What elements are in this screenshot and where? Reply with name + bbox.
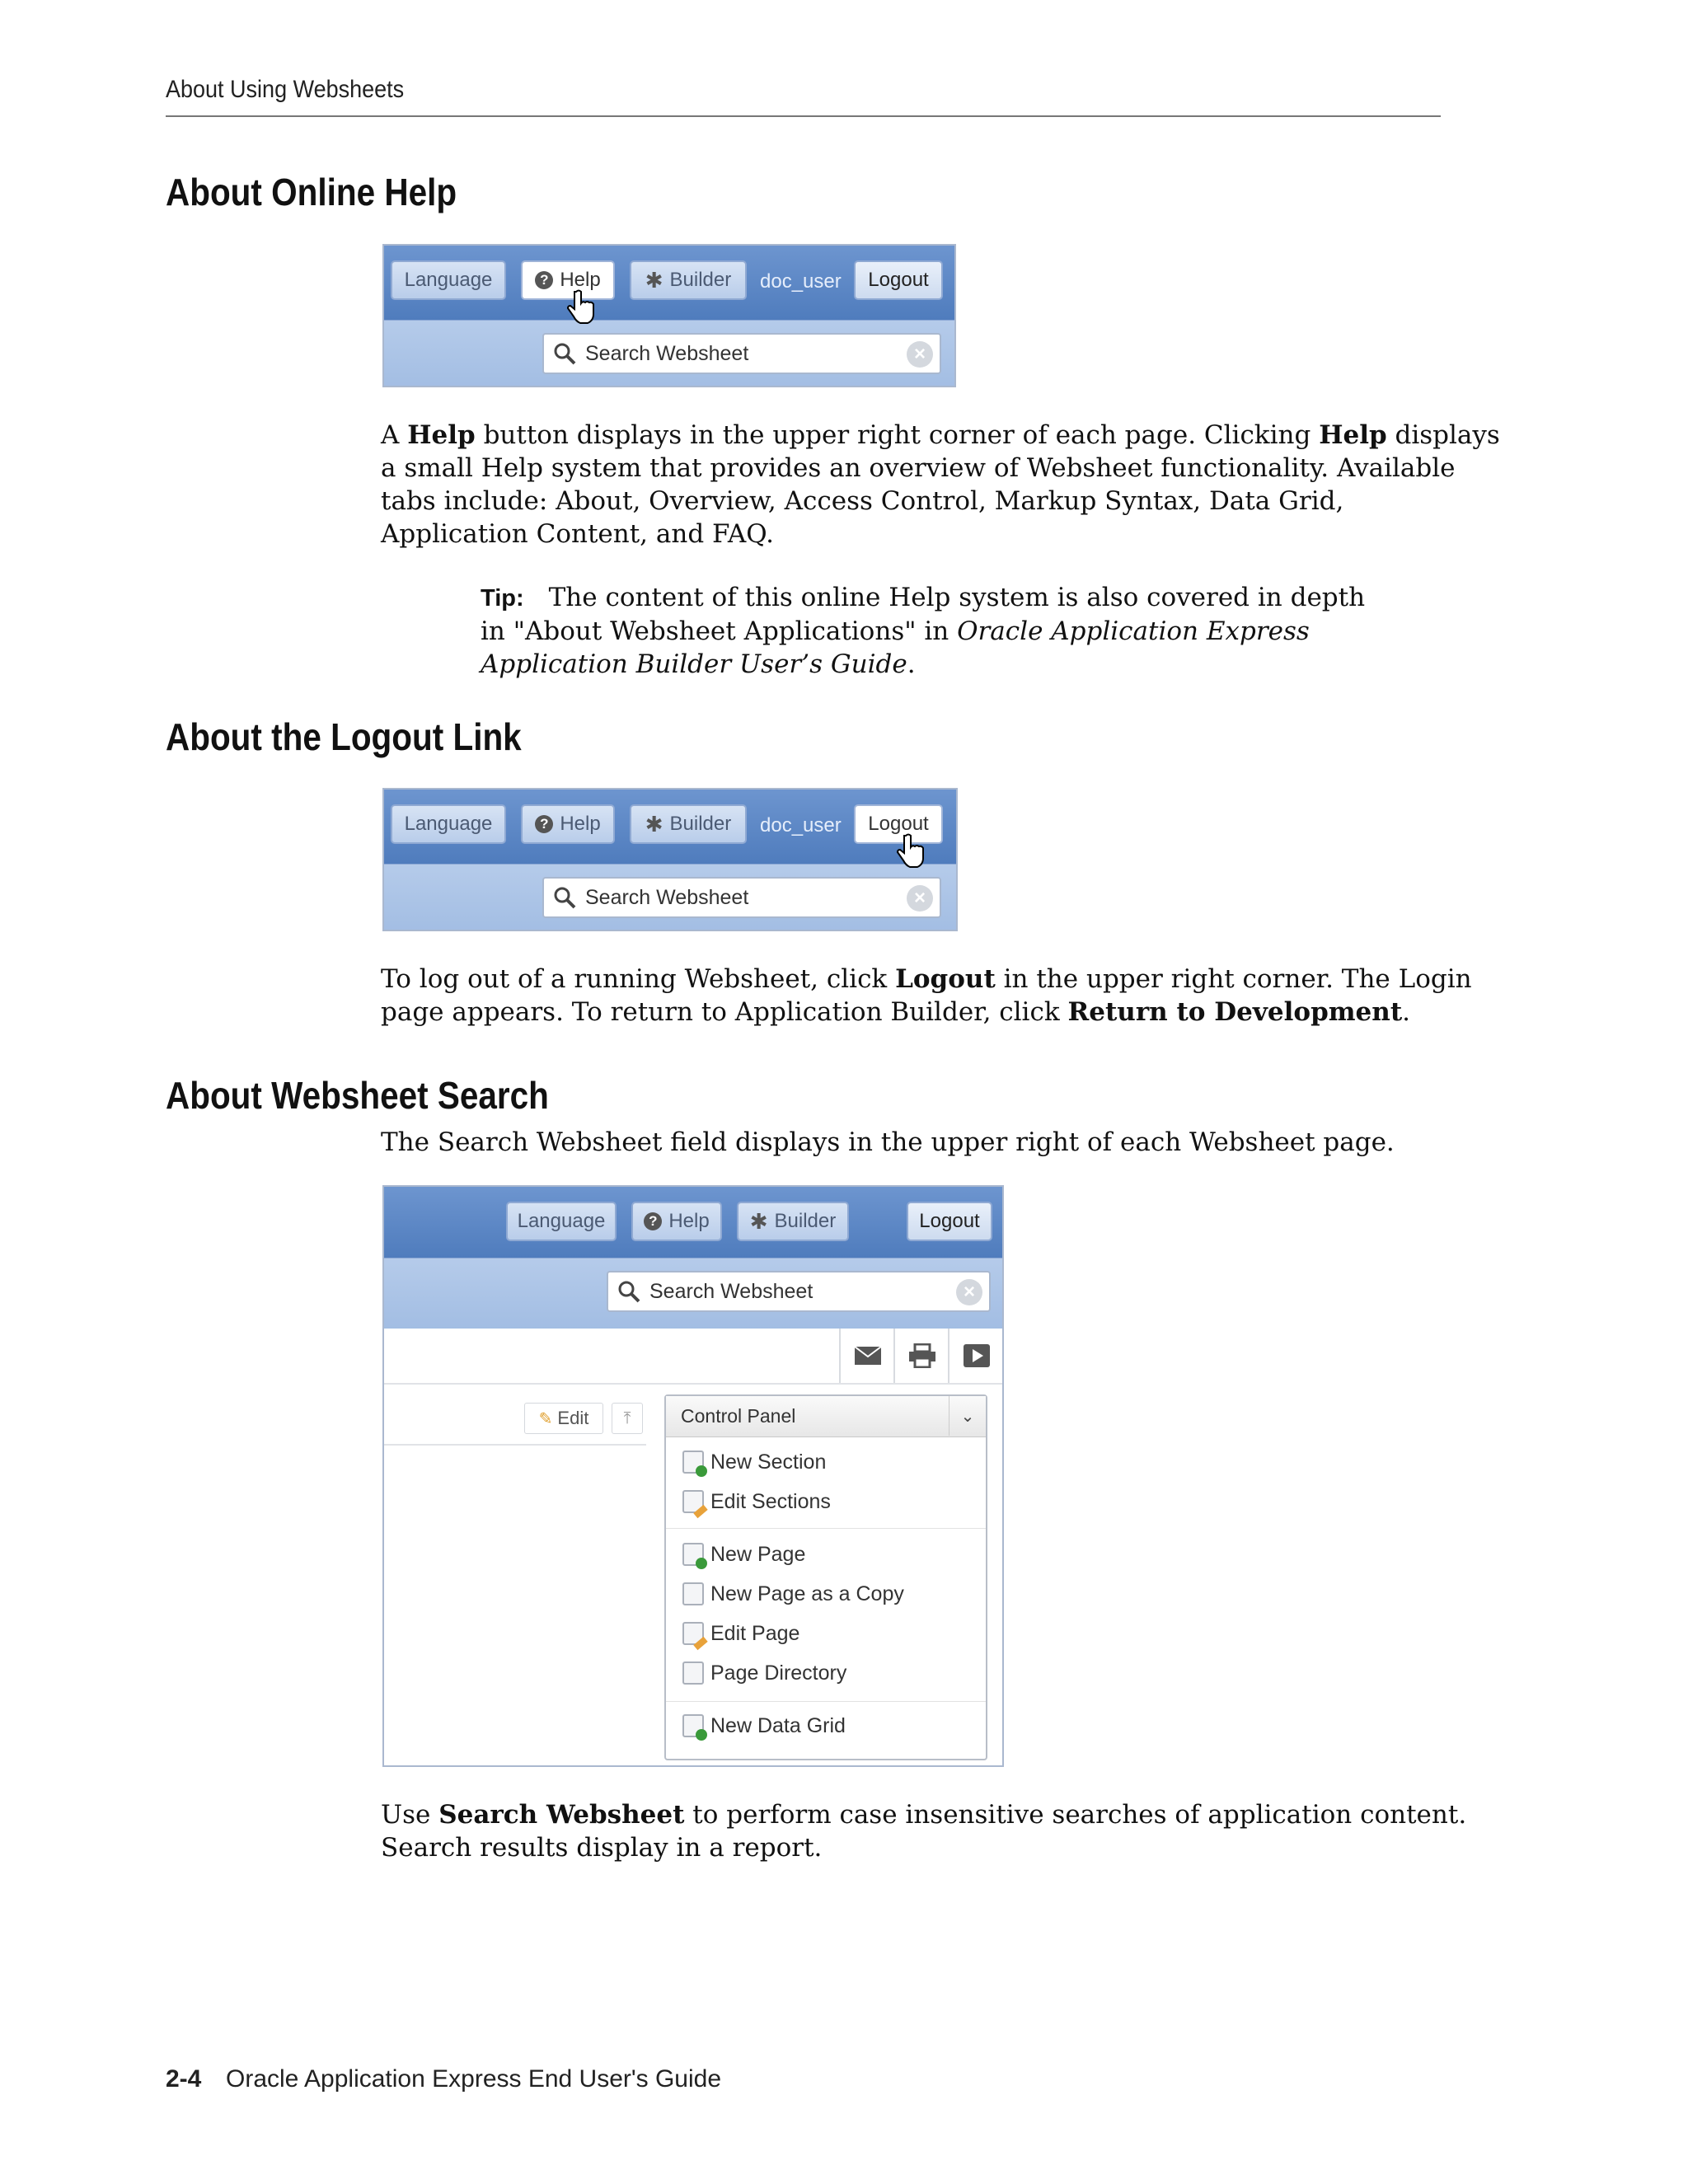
screenshot-logout [382,788,958,931]
language-button[interactable] [391,804,506,844]
copy-page-icon [682,1582,704,1605]
footer-title: Oracle Application Express End User's Guide [226,2065,722,2093]
heading-online-help: About Online Help [166,171,457,213]
builder-button[interactable] [630,804,747,844]
logout-label: Logout [868,269,929,291]
logout-paragraph: To log out of a running Websheet, click Logout in the upper right corner. The Login page appears. To return to Application Builder, click Return to Development. [381,964,1472,1027]
menu-separator [666,1701,986,1702]
menu-item-label: Page Directory [710,1661,847,1685]
control-panel-header[interactable] [666,1396,986,1437]
logout-label: Logout [868,813,929,835]
menu-separator [666,1528,986,1529]
edit-page-icon [682,1622,704,1645]
help-label: Help [668,1210,710,1232]
search-input[interactable] [542,333,941,374]
page-directory-icon [682,1661,704,1685]
search-intro [381,1126,1395,1159]
search-icon [552,341,577,366]
search-placeholder: Search Websheet [585,341,749,365]
logout-button[interactable] [854,260,943,300]
tip-label: Tip: [481,585,524,612]
help-icon: ? [535,815,553,833]
text-line: tabs include: About, Overview, Access Control, Markup Syntax, Data Grid, [381,486,1344,516]
search-icon [552,885,577,910]
new-page-icon [682,1543,704,1566]
search-paragraph: Use Search Websheet to perform case insensitive searches of application content. Search results display in a report. [381,1800,1467,1863]
hand-cursor-icon [567,288,595,325]
menu-item-page-directory[interactable] [682,1657,846,1690]
control-panel-label: Control Panel [681,1405,796,1427]
section-divider [384,1444,646,1446]
search-input[interactable] [607,1271,991,1312]
gear-icon: ✱ [645,812,663,837]
presentation-icon[interactable] [948,1329,1004,1383]
logout-label: Logout [919,1210,980,1232]
builder-button[interactable] [630,260,747,300]
builder-label: Builder [774,1210,837,1232]
email-icon[interactable] [839,1329,895,1383]
language-label: Language [404,269,493,291]
text-line: The Search Websheet field displays in the upper right of each Websheet page. [381,1127,1395,1157]
menu-item-new-section[interactable] [682,1446,826,1479]
online-help-paragraph [381,419,1500,551]
pencil-icon: ✎ [538,1409,553,1428]
builder-label: Builder [669,813,732,835]
clear-icon[interactable]: × [956,1279,982,1305]
page-toolbar [384,1329,1002,1385]
text-line: A Help button displays in the upper right corner of each page. Clicking Help displays [381,420,1500,450]
username: doc_user [760,270,842,293]
menu-item-label: New Page as a Copy [710,1582,904,1605]
menu-item-label: New Section [710,1450,827,1474]
page-number: 2-4 [166,2065,202,2093]
menu-item-new-page-copy[interactable] [682,1577,904,1610]
control-panel-menu [664,1394,987,1760]
new-data-grid-icon [682,1714,704,1737]
clear-icon[interactable]: × [907,885,933,912]
help-icon: ? [644,1212,662,1230]
search-placeholder: Search Websheet [649,1279,814,1303]
username: doc_user [760,814,842,837]
menu-item-edit-sections[interactable] [682,1485,831,1518]
search-icon [617,1279,641,1304]
print-icon[interactable] [893,1329,950,1383]
screenshot-search [382,1185,1004,1767]
menu-item-new-page[interactable] [682,1538,805,1571]
header-rule [166,115,1441,117]
language-label: Language [404,813,493,835]
help-button[interactable] [521,804,615,844]
menu-item-label: Edit Sections [710,1489,831,1513]
help-button[interactable] [631,1202,722,1241]
help-label: Help [560,269,601,291]
help-label: Help [560,813,601,835]
hand-cursor-icon [897,832,925,869]
builder-button[interactable] [737,1202,849,1241]
builder-label: Builder [669,269,732,291]
screenshot-help [382,244,956,387]
clear-icon[interactable]: × [907,341,933,368]
language-button[interactable] [391,260,506,300]
language-label: Language [517,1210,606,1232]
move-top-icon[interactable]: ⤒ [612,1403,643,1434]
tip-note: Tip: The content of this online Help system is also covered in depth in "About Websheet Applications" in Oracle Application Express Application Builder User’s Guide. [481,583,1366,679]
language-button[interactable] [506,1202,617,1241]
edit-label: Edit [557,1408,589,1428]
help-icon: ? [535,271,553,289]
heading-logout: About the Logout Link [166,715,522,758]
gear-icon: ✱ [749,1209,768,1234]
text-line: Search results display in a report. [381,1833,823,1863]
menu-item-label: New Data Grid [710,1713,846,1737]
menu-item-edit-page[interactable] [682,1617,799,1650]
chevron-down-icon: ⌄ [949,1396,986,1436]
search-input[interactable] [542,877,941,918]
edit-sections-icon [682,1490,704,1513]
search-placeholder: Search Websheet [585,885,749,909]
text-line: a small Help system that provides an overview of Websheet functionality. Available [381,453,1456,483]
menu-item-new-data-grid[interactable] [682,1709,846,1742]
heading-search: About Websheet Search [166,1074,549,1117]
edit-button[interactable] [524,1403,603,1434]
menu-item-label: New Page [710,1542,806,1566]
new-section-icon [682,1451,704,1474]
gear-icon: ✱ [645,268,663,293]
running-header: About Using Websheets [166,76,405,103]
text-line: Application Content, and FAQ. [381,519,774,549]
logout-button[interactable] [907,1202,992,1241]
menu-item-label: Edit Page [710,1621,800,1645]
